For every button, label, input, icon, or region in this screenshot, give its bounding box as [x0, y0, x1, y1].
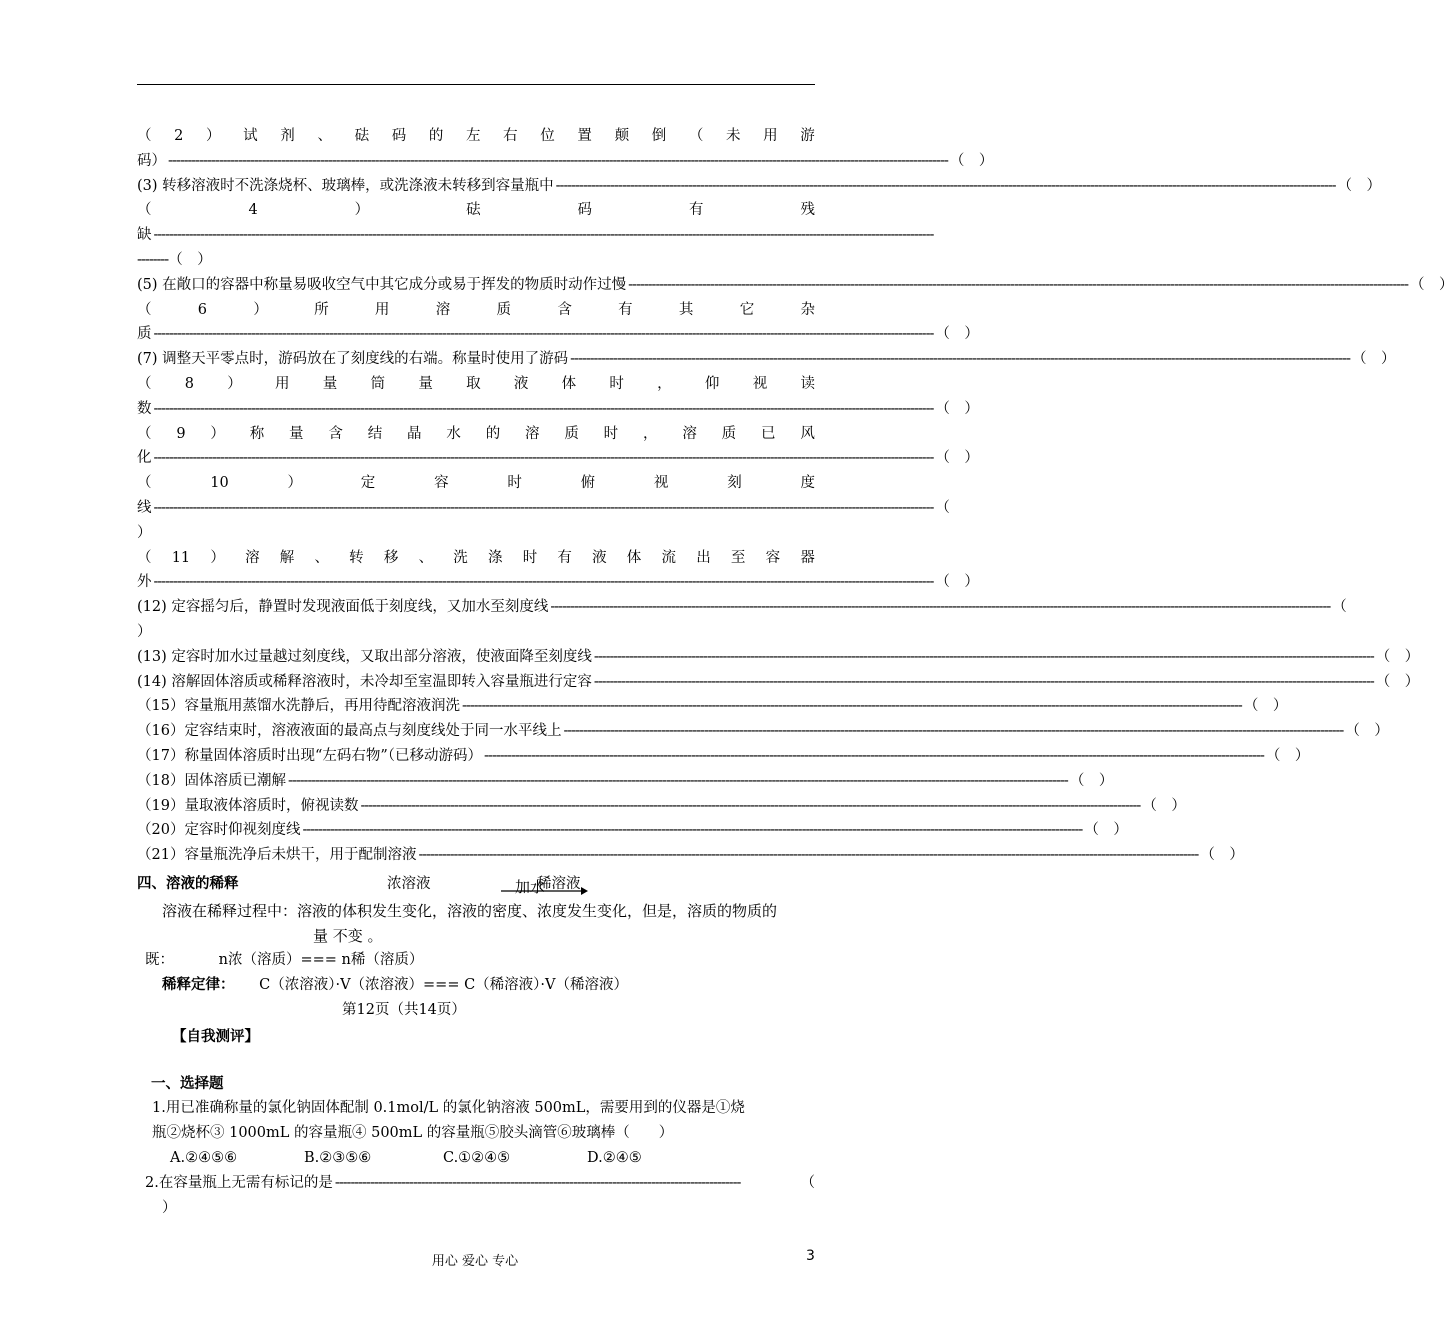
item-char: 剂	[280, 128, 295, 144]
ji-formula: n浓（溶质）=== n稀（溶质）	[218, 952, 424, 969]
item-text: （19）量取液体溶质时，俯视读数	[137, 797, 359, 814]
item-line-justified	[137, 372, 815, 397]
item-line-fill	[137, 496, 950, 521]
leader-dashes: --------------------------------------------------------------------------------------------------------------------------------------------------------------------------------------------------------	[461, 698, 1242, 715]
item-char: （	[137, 301, 152, 318]
dilution-law-formula: C（浓溶液）·V（浓溶液）=== C（稀溶液）·V（稀溶液）	[259, 977, 629, 994]
self-test-title: 【自我测评】	[172, 1027, 259, 1045]
leader-dashes: --------------------------------------------------------------------------------------------------------------------------------------------------------------------------------------------------------	[484, 747, 1264, 764]
item-char: ，	[657, 375, 672, 392]
item-char: （	[137, 128, 152, 144]
item-char: （	[137, 375, 152, 392]
item-char: 含	[328, 425, 343, 442]
error-analysis-list	[137, 124, 1454, 868]
item-char: 试	[243, 128, 258, 144]
dilution-heading-row	[137, 872, 815, 897]
answer-blank[interactable]: （ ）	[1084, 822, 1128, 839]
item-char: 至	[730, 549, 746, 566]
question-2-text: 2.在容量瓶上无需有标记的是	[145, 1174, 333, 1191]
item-char: 的	[485, 425, 501, 442]
item-line-fill	[137, 446, 979, 471]
item-char: 定	[360, 475, 376, 492]
item-char: 移	[383, 549, 399, 566]
item-line-fill	[137, 347, 1396, 372]
item-char: 筒	[370, 375, 386, 392]
leader-dashes: --------------------------------------------------------------------------------------------------------------------------------------------------------------------------------------------------------	[168, 152, 948, 169]
item-line-fill	[137, 570, 979, 595]
answer-blank[interactable]: （ ）	[1069, 772, 1114, 789]
item-prefix: 外	[137, 574, 152, 591]
question-1-options	[137, 1146, 815, 1171]
item-char: 刻	[727, 475, 742, 492]
answer-blank[interactable]: （ ）	[1200, 847, 1244, 864]
leader-dashes: --------------------------------------------------------------------------------------------------------------------------------------------------------------------------------------------------------	[555, 177, 1336, 194]
dilution-paragraph-cont: 量 不变 。	[313, 926, 383, 945]
question-2-line1	[137, 1171, 815, 1196]
leader-dashes: --------------------------------------------------------------------------------------------------------------------------------------------------------------------------------------------------------	[153, 326, 934, 343]
item-char: 已	[760, 425, 776, 442]
item-char: （	[137, 549, 152, 566]
item-text: （15）容量瓶用蒸馏水洗静后，再用待配溶液润洗	[137, 698, 460, 715]
item-char: 体	[626, 549, 642, 566]
leader-dashes: --------------------------------------------------------------------------------------------------------------------------------------------------------------------------------------------------------	[418, 847, 1199, 864]
item-char: 4	[248, 202, 258, 219]
footer-motto: 用心 爱心 专心	[431, 1254, 519, 1269]
item-char: 解	[279, 549, 295, 566]
item-line-fill	[137, 174, 1382, 199]
answer-blank-open[interactable]: （	[935, 499, 950, 516]
add-water-label: 加水	[515, 879, 546, 896]
item-char: 11	[171, 549, 191, 566]
item-char: 风	[800, 425, 815, 442]
item-line-justified	[137, 546, 815, 571]
leader-dashes: --------------------------------------------------------------------------------------------------------------------------------------------------------------------------------------------------------	[570, 351, 1351, 368]
item-char: 俯	[580, 475, 596, 492]
answer-blank[interactable]: （ ）	[1243, 698, 1288, 715]
item-char: 所	[314, 301, 329, 318]
option-c[interactable]: C.①②④⑤	[443, 1149, 511, 1166]
item-char: 、	[317, 128, 332, 144]
item-char: 码	[577, 202, 593, 219]
item-char: ）	[206, 128, 221, 144]
item-char: 10	[210, 475, 229, 492]
item-char: ）	[227, 375, 242, 392]
leader-dashes: --------	[137, 251, 169, 268]
item-line-justified	[137, 198, 815, 223]
item-char: 右	[503, 128, 518, 144]
item-prefix: 质	[137, 326, 152, 343]
item-char: 质	[721, 425, 737, 442]
item-char: 用	[374, 301, 390, 318]
answer-blank[interactable]: （ ）	[949, 152, 994, 169]
item-line-fill	[137, 818, 1128, 843]
leader-dashes: --------------------------------------------------------------------------------------------------------------------------------------------------------------------------------------------------------	[153, 499, 934, 516]
item-line-fill	[137, 595, 1347, 620]
leader-dashes: --------------------------------------------------------------------------------------------------------	[334, 1174, 741, 1191]
item-line-fill	[137, 645, 1420, 670]
dilution-law-label: 稀释定律：	[162, 976, 235, 994]
question-1-line2: 瓶②烧杯③ 1000mL 的容量瓶④ 500mL 的容量瓶⑤胶头滴管⑥玻璃棒（ ）	[152, 1125, 674, 1142]
concentrated-solution-label: 浓溶液	[387, 876, 431, 892]
item-char: ）	[210, 549, 225, 566]
item-line-fill	[137, 322, 979, 347]
item-line-fill	[137, 248, 815, 273]
item-char: （	[137, 202, 152, 219]
item-char: 器	[800, 549, 815, 566]
item-line-justified	[137, 422, 815, 447]
item-char: 有	[557, 549, 572, 566]
item-char: ）	[354, 202, 370, 219]
item-char: 未	[725, 128, 741, 144]
item-text: （16）定容结束时，溶液液面的最高点与刻度线处于同一水平线上	[137, 723, 562, 740]
leader-dashes: --------------------------------------------------------------------------------------------------------------------------------------------------------------------------------------------------------	[550, 599, 1331, 616]
item-char: 游	[800, 128, 815, 144]
item-char: 流	[661, 549, 676, 566]
answer-blank-open[interactable]: （	[1332, 599, 1347, 616]
item-char: 、	[314, 549, 329, 566]
leader-dashes: --------------------------------------------------------------------------------------------------------------------------------------------------------------------------------------------------------	[153, 574, 934, 591]
option-d[interactable]: D.②④⑤	[587, 1149, 642, 1166]
item-char: 含	[557, 301, 572, 318]
item-char: 左	[466, 128, 481, 144]
item-char: 晶	[407, 425, 422, 442]
dilution-paragraph: 溶液在稀释过程中：溶液的体积发生变化，溶液的密度、浓度发生变化，但是，溶质的物质的	[162, 901, 778, 920]
dilution-law-row	[137, 973, 815, 998]
item-char: 容	[765, 549, 781, 566]
item-char: 其	[678, 301, 694, 318]
item-char: 液	[592, 549, 607, 566]
item-char: 溶	[435, 301, 451, 318]
answer-blank-close: ）	[137, 623, 152, 640]
item-char: 、	[418, 549, 434, 566]
item-char: 液	[513, 375, 529, 392]
item-char: 砝	[354, 128, 370, 144]
item-line-fill	[137, 843, 1244, 868]
item-char: 容	[434, 475, 449, 492]
leader-dashes: --------------------------------------------------------------------------------------------------------------------------------------------------------------------------------------------------------	[153, 450, 934, 467]
item-char: 2	[174, 128, 184, 144]
item-char: 量	[418, 375, 433, 392]
item-char: ，	[643, 425, 658, 442]
leader-dashes: --------------------------------------------------------------------------------------------------------------------------------------------------------------------------------------------------------	[360, 797, 1141, 814]
item-char: 体	[561, 375, 577, 392]
answer-blank[interactable]: （ ）	[935, 400, 979, 417]
item-text: (12) 定容摇匀后，静置时发现液面低于刻度线，又加水至刻度线	[137, 599, 549, 616]
answer-blank-close: ）	[137, 524, 152, 541]
answer-blank[interactable]: （ ）	[1337, 177, 1382, 194]
item-char: 9	[176, 425, 186, 442]
leader-dashes: --------------------------------------------------------------------------------------------------------------------------------------------------------------------------------------------------------	[287, 772, 1068, 789]
item-char: （	[137, 475, 152, 492]
item-char: 溶	[682, 425, 697, 442]
leader-dashes: --------------------------------------------------------------------------------------------------------------------------------------------------------------------------------------------------------	[628, 276, 1409, 293]
item-line-fill	[137, 273, 1454, 298]
answer-blank[interactable]: （ ）	[1410, 276, 1454, 293]
answer-blank[interactable]: （ ）	[1375, 673, 1420, 690]
item-char: 有	[689, 202, 704, 219]
item-char: 视	[752, 375, 768, 392]
header-rule	[137, 84, 815, 85]
item-char: 残	[800, 202, 815, 219]
option-a[interactable]: A.②④⑤⑥	[170, 1149, 238, 1166]
page-info: 第12页（共14页）	[342, 1001, 466, 1018]
item-char: 洗	[453, 549, 468, 566]
item-char: 它	[739, 301, 755, 318]
item-text: (7) 调整天平零点时，游码放在了刻度线的右端。称量时使用了游码	[137, 351, 569, 368]
item-char: 质	[496, 301, 512, 318]
item-text: （17）称量固体溶质时出现“左码右物”（已移动游码）	[137, 747, 483, 764]
item-line-justified	[137, 124, 815, 149]
item-line-fill	[137, 769, 1114, 794]
answer-blank[interactable]: （ ）	[168, 251, 212, 268]
item-line-fill	[137, 397, 979, 422]
dilute-solution-label: 稀溶液	[537, 876, 581, 892]
item-char: 颠	[614, 128, 630, 144]
item-char: 取	[466, 375, 481, 392]
item-char: 有	[618, 301, 633, 318]
item-char: 时	[609, 375, 624, 392]
item-char: 用	[763, 128, 778, 144]
item-char: 时	[522, 549, 538, 566]
item-char: 8	[184, 375, 194, 392]
leader-dashes: --------------------------------------------------------------------------------------------------------------------------------------------------------------------------------------------------------	[563, 723, 1344, 740]
item-prefix: 数	[137, 400, 152, 417]
item-text: (13) 定容时加水过量越过刻度线，又取出部分溶液，使液面降至刻度线	[137, 648, 592, 665]
item-char: 涤	[487, 549, 503, 566]
question-1-line1: 1.用已准确称量的氯化钠固体配制 0.1mol/L 的氯化钠溶液 500mL，需要用到的仪器是①烧	[152, 1100, 745, 1117]
item-text: （18）固体溶质已潮解	[137, 772, 286, 789]
item-line-fill	[137, 719, 1389, 744]
answer-blank[interactable]: （ ）	[1265, 747, 1310, 764]
answer-blank[interactable]: （ ）	[935, 326, 979, 343]
leader-dashes: --------------------------------------------------------------------------------------------------------------------------------------------------------------------------------------------------------	[593, 648, 1374, 665]
item-char: 倒	[651, 128, 667, 144]
leader-dashes: --------------------------------------------------------------------------------------------------------------------------------------------------------------------------------------------------------	[153, 227, 934, 244]
item-char: 仰	[704, 375, 720, 392]
item-char: 码	[391, 128, 407, 144]
item-char: 6	[197, 301, 208, 318]
item-text: (3) 转移溶液时不洗涤烧杯、玻璃棒，或洗涤液未转移到容量瓶中	[137, 177, 554, 194]
item-line-fill	[137, 670, 1420, 695]
item-prefix: 化	[137, 450, 152, 467]
item-char: ）	[287, 475, 303, 492]
item-line-justified	[137, 298, 815, 323]
item-char: 水	[446, 425, 461, 442]
item-text: (14) 溶解固体溶质或稀释溶液时，未冷却至室温即转入容量瓶进行定容	[137, 673, 592, 690]
item-text: （20）定容时仰视刻度线	[137, 822, 301, 839]
item-text: （21）容量瓶洗净后未烘干，用于配制溶液	[137, 847, 417, 864]
item-char: 位	[540, 128, 555, 144]
leader-dashes: --------------------------------------------------------------------------------------------------------------------------------------------------------------------------------------------------------	[302, 822, 1083, 839]
item-char: ）	[253, 301, 268, 318]
item-prefix: 缺	[137, 227, 152, 244]
answer-blank[interactable]: （ ）	[1352, 351, 1396, 368]
item-prefix: 线	[137, 499, 152, 516]
item-char: ）	[210, 425, 225, 442]
item-line-fill	[137, 223, 934, 248]
answer-blank[interactable]: （ ）	[935, 450, 979, 467]
item-line-fill	[137, 794, 1186, 819]
ji-row	[137, 948, 815, 973]
page-number: 3	[806, 1248, 815, 1264]
ji-label: 既：	[145, 952, 174, 969]
item-char: 转	[349, 549, 364, 566]
item-char: 读	[800, 375, 815, 392]
item-char: 质	[564, 425, 579, 442]
leader-dashes: --------------------------------------------------------------------------------------------------------------------------------------------------------------------------------------------------------	[153, 400, 934, 417]
answer-blank[interactable]: （ ）	[935, 574, 979, 591]
item-char: 溶	[525, 425, 540, 442]
item-char: 量	[322, 375, 338, 392]
item-char: 称	[249, 425, 265, 442]
item-char: 的	[428, 128, 444, 144]
answer-blank[interactable]: （ ）	[1375, 648, 1420, 665]
item-line-fill	[137, 744, 1310, 769]
answer-blank[interactable]: （ ）	[1142, 797, 1186, 814]
item-char: （	[137, 425, 152, 442]
item-char: 杂	[800, 301, 815, 318]
item-char: 量	[289, 425, 304, 442]
item-char: 出	[696, 549, 711, 566]
question-2-answer-close: ）	[162, 1199, 177, 1216]
section-choice-heading: 一、选择题	[151, 1074, 224, 1092]
item-char: 置	[577, 128, 592, 144]
option-b[interactable]: B.②③⑤⑥	[304, 1149, 372, 1166]
item-char: 用	[275, 375, 290, 392]
answer-blank[interactable]: （ ）	[1345, 723, 1389, 740]
item-line-justified	[137, 471, 815, 496]
item-char: 时	[507, 475, 522, 492]
item-char: 结	[367, 425, 383, 442]
item-char: 砝	[466, 202, 481, 219]
item-char: 溶	[245, 549, 260, 566]
item-char: 时	[603, 425, 619, 442]
item-text: (5) 在敞口的容器中称量易吸收空气中其它成分或易于挥发的物质时动作过慢	[137, 276, 627, 293]
item-char: 视	[653, 475, 669, 492]
item-line-fill	[137, 694, 1288, 719]
leader-dashes: --------------------------------------------------------------------------------------------------------------------------------------------------------------------------------------------------------	[593, 673, 1374, 690]
item-prefix: 码）	[137, 152, 166, 169]
question-2-answer-open[interactable]: （	[800, 1174, 815, 1191]
dilution-heading: 四、溶液的稀释	[137, 875, 239, 892]
item-char: （	[688, 128, 704, 144]
item-line-fill	[137, 149, 994, 174]
dilution-section	[137, 872, 815, 1220]
item-char: 度	[800, 475, 815, 492]
